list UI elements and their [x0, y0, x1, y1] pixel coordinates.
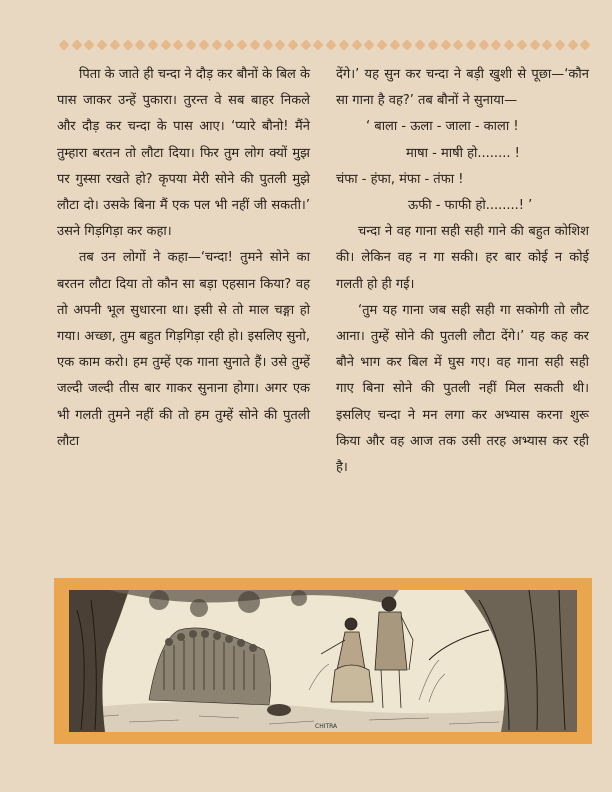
paragraph: पिता के जाते ही चन्दा ने दौड़ कर बौनों के बिल के पास जाकर उन्हें पुकारा। तुरन्त वे सब बाहर निकले और दौड़ कर चन्दा के पास आए। ‘प्यारे बौनो! मैंने तुम्हारा बरतन तो लौटा दिया। फिर तुम लोग क्यों मुझ पर गुस्सा रखते हो? कृपया मेरी सोने की पुतली मुझे लौटा दो। उसके बिना मैं एक पल भी नहीं जी सकती।’ उसने गिड़गिड़ा कर कहा। — [57, 67, 310, 240]
song-verse — [336, 114, 589, 219]
illustration-frame — [54, 578, 592, 744]
illustration-drawing — [69, 590, 577, 732]
right-column — [336, 62, 589, 481]
paragraph: देंगे।’ यह सुन कर चन्दा ने बड़ी खुशी से पूछा—‘कौन सा गाना है वह?’ तब बौनों ने सुनाया— — [336, 67, 589, 109]
verse-line: ऊफी - फाफी हो........! ’ — [408, 198, 533, 214]
paragraph: ‘तुम यह गाना जब सही सही गा सकोगी तो लौट आना। तुम्हें सोने की पुतली लौटा देंगे।’ यह कह कर बौने भाग कर बिल में घुस गए। वह गाना सही सही गाए बिना सोने की पुतली नहीं मिल सकती थी। इसलिए चन्दा ने मन लगा कर अभ्यास करना शुरू किया और वह आज तक उसी तरह अभ्यास कर रही है। — [336, 302, 589, 476]
paragraph: चन्दा ने वह गाना सही सही गाने की बहुत कोशिश की। लेकिन वह न गा सकी। हर बार कोई न कोई गलती हो ही गई। — [336, 224, 589, 292]
left-column — [57, 62, 310, 455]
decorative-border — [60, 36, 590, 54]
verse-line: माषा - माषी हो........ ! — [406, 145, 520, 161]
verse-line: ‘ बाला - ऊला - जाला - काला ! — [366, 119, 519, 135]
illustration — [69, 590, 577, 732]
paragraph: तब उन लोगों ने कहा—‘चन्दा! तुमने सोने का बरतन लौटा दिया तो कौन सा बड़ा एहसान किया? वह तो अपनी भूल सुधारना था। इसी से तो माल चङ्गा हो गया। अच्छा, तुम बहुत गिड़गिड़ा रही हो। इसलिए सुनो, एक काम करो। हम तुम्हें एक गाना सुनाते हैं। उसे तुम्हें जल्दी जल्दी तीस बार गाकर सुनाना होगा। अगर एक भी गलती तुमने नहीं की तो हम तुम्हें सोने की पुतली लौटा — [57, 250, 310, 449]
verse-line: चंफा - हंफा, मंफा - तंफा ! — [336, 171, 464, 187]
artist-signature: CHITRA — [315, 723, 338, 730]
